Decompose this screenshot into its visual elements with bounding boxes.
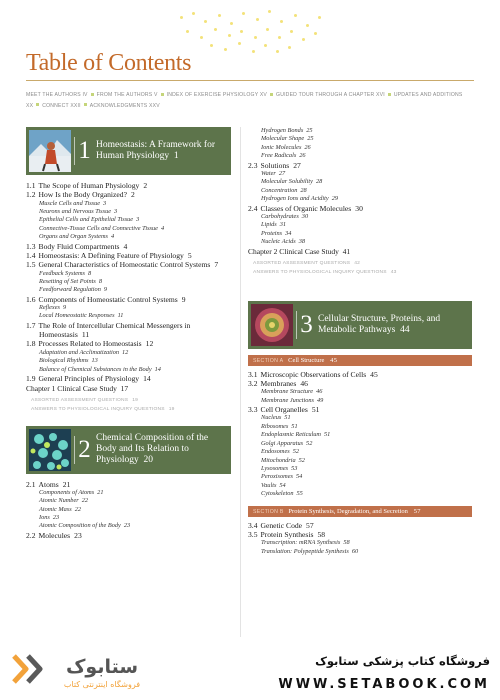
subtopic-title: Lipids xyxy=(261,221,277,229)
subtopic-title: Molecular Shape xyxy=(261,135,305,143)
frontmatter-page: IV xyxy=(82,92,88,98)
section-title: The Role of Intercellular Chemical Messengers in Homeostasis xyxy=(38,320,191,340)
section-number: 1.2 xyxy=(26,190,36,200)
toc-subtopic-entry[interactable] xyxy=(248,152,472,160)
frontmatter-label: INDEX OF EXERCISE PHYSIOLOGY xyxy=(166,92,259,98)
subtopic-page: 3 xyxy=(114,208,118,215)
frontmatter-page: XV xyxy=(259,92,268,98)
subtopic-title: Proteins xyxy=(261,229,283,237)
toc-section-entry[interactable] xyxy=(26,181,231,190)
section-title: Protein Synthesis xyxy=(260,529,314,539)
chapter-2-entries xyxy=(26,480,231,541)
chapter-1-title xyxy=(96,140,231,162)
section-title: Homeostasis: A Defining Feature of Physiology xyxy=(38,250,184,260)
subtopic-title: Membrane Structure xyxy=(261,388,314,396)
toc-section-entry[interactable] xyxy=(26,295,231,304)
footer-store-name: فروشگاه کتاب پزشکی ستابوک xyxy=(315,654,490,668)
frontmatter-item[interactable] xyxy=(97,92,158,98)
chapter-3-title xyxy=(318,314,472,336)
subtopic-title: Components of Atoms xyxy=(39,488,95,496)
toc-subtopic-entry[interactable] xyxy=(26,278,231,286)
toc-section-entry[interactable] xyxy=(26,190,231,199)
chapter-backmatter-entry[interactable] xyxy=(26,405,231,414)
chapter-2-banner[interactable] xyxy=(26,426,231,474)
chapter-2-title xyxy=(96,433,231,466)
subtopic-title: Balance of Chemical Substances in the Body xyxy=(39,365,152,373)
subtopic-title: Epithelial Cells and Epithelial Tissue xyxy=(39,216,134,224)
chapter-3-section-b-entries xyxy=(248,521,472,556)
backmatter-page: 42 xyxy=(354,260,361,266)
chapter-1-number: 1 xyxy=(74,137,92,165)
toc-section-entry[interactable] xyxy=(248,204,472,213)
section-number: 3.4 xyxy=(248,520,258,530)
section-title: General Characteristics of Homeostatic Control Systems xyxy=(38,260,211,270)
section-a-label: SECTION A xyxy=(253,357,284,364)
chapter-1-case-study[interactable] xyxy=(26,384,231,393)
toc-subtopic-entry[interactable] xyxy=(26,312,231,320)
section-page: 21 xyxy=(62,479,71,489)
subtopic-page: 8 xyxy=(87,269,92,277)
subtopic-title: Ionic Molecules xyxy=(261,143,302,151)
section-number: 1.1 xyxy=(26,181,36,190)
section-a-page: 45 xyxy=(330,356,338,364)
toc-section-entry[interactable] xyxy=(248,530,472,539)
section-number: 3.2 xyxy=(248,379,258,389)
subtopic-page: 3 xyxy=(136,216,140,224)
section-number: 2.3 xyxy=(248,160,258,170)
chapter-3-number: 3 xyxy=(296,311,314,339)
chapter-3-title-text: Cellular Structure, Proteins, and Metabolic Pathways xyxy=(318,313,441,335)
case-study-label: Chapter 2 Clinical Case Study xyxy=(248,247,339,257)
footer-watermark xyxy=(0,640,500,700)
section-a-title: Cell Structure xyxy=(288,356,325,364)
frontmatter-page: XVI xyxy=(376,92,385,98)
toc-subtopic-entry[interactable] xyxy=(248,482,472,490)
subtopic-page: 3 xyxy=(103,199,107,207)
subtopic-page: 22 xyxy=(81,497,88,505)
toc-subtopic-entry[interactable] xyxy=(26,225,231,233)
subtopic-page: 54 xyxy=(279,481,286,489)
subtopic-title: Resetting of Set Points xyxy=(39,277,96,285)
toc-section-entry[interactable] xyxy=(248,379,472,388)
subtopic-title: Local Homeostatic Responses xyxy=(39,312,115,320)
toc-subtopic-entry[interactable] xyxy=(26,349,231,357)
toc-subtopic-entry[interactable] xyxy=(248,397,472,405)
toc-subtopic-entry[interactable] xyxy=(26,497,231,505)
chapter-2-case-study[interactable] xyxy=(248,247,472,256)
section-page: 58 xyxy=(317,529,326,539)
subtopic-title: Peroxisomes xyxy=(261,473,293,481)
subtopic-page: 31 xyxy=(279,221,287,229)
chapter-2-image xyxy=(29,429,71,471)
separator-square xyxy=(270,93,273,96)
section-page: 45 xyxy=(370,369,378,379)
separator-square xyxy=(84,103,87,106)
section-number: 3.1 xyxy=(248,369,258,379)
toc-subtopic-entry[interactable] xyxy=(248,187,472,195)
column-divider xyxy=(240,127,241,637)
separator-square xyxy=(91,93,94,96)
chapter-1-back xyxy=(26,396,231,414)
subtopic-page: 25 xyxy=(307,135,314,143)
subtopic-title: Adaptation and Acclimatization xyxy=(39,348,119,356)
toc-subtopic-entry[interactable] xyxy=(248,473,472,481)
section-page: 27 xyxy=(293,160,301,170)
section-page: 11 xyxy=(81,330,90,340)
section-page: 2 xyxy=(143,181,148,190)
toc-section-entry[interactable] xyxy=(26,251,231,260)
footer-url[interactable]: WWW.SETABOOK.COM xyxy=(278,677,490,692)
subtopic-page: 51 xyxy=(323,431,331,439)
toc-subtopic-entry[interactable] xyxy=(26,216,231,224)
chapter-3-page: 44 xyxy=(400,324,410,335)
subtopic-page: 26 xyxy=(299,152,306,160)
subtopic-title: Ribosomes xyxy=(261,422,289,430)
subtopic-page: 4 xyxy=(110,233,115,241)
subtopic-page: 4 xyxy=(160,224,165,232)
subtopic-page: 22 xyxy=(74,505,82,513)
page-title: Table of Contents xyxy=(26,50,192,76)
logo-tagline: فروشگاه اینترنتی کتاب xyxy=(63,680,141,689)
section-page: 5 xyxy=(187,250,192,260)
subtopic-title: Nucleic Acids xyxy=(261,238,296,246)
section-a-bar[interactable] xyxy=(248,355,472,366)
chapter-1-page: 1 xyxy=(173,151,179,161)
subtopic-title: Hydrogen Bonds xyxy=(261,127,304,134)
subtopic-page: 51 xyxy=(284,414,291,422)
subtopic-page: 46 xyxy=(316,388,323,396)
toc-section-entry[interactable] xyxy=(26,321,231,340)
toc-section-entry[interactable] xyxy=(26,260,231,269)
chapter-2-page: 20 xyxy=(143,455,154,466)
toc-subtopic-entry[interactable] xyxy=(26,270,231,278)
section-title: Components of Homeostatic Control Systems xyxy=(38,294,178,304)
toc-subtopic-entry[interactable] xyxy=(248,195,472,203)
separator-square xyxy=(36,103,39,106)
toc-subtopic-entry[interactable] xyxy=(26,233,231,241)
section-number: 2.1 xyxy=(26,479,36,489)
subtopic-page: 51 xyxy=(291,422,298,430)
chapter-2-title-text: Chemical Composition of the Body and Its Relation to Physiology xyxy=(96,433,209,466)
chapter-3-section-a-entries xyxy=(248,370,472,499)
section-b-page: 57 xyxy=(413,507,421,515)
toc-subtopic-entry[interactable] xyxy=(26,489,231,497)
left-column xyxy=(26,127,231,540)
subtopic-page: 34 xyxy=(285,229,292,237)
section-title: Cell Organelles xyxy=(260,405,308,415)
toc-subtopic-entry[interactable] xyxy=(248,178,472,186)
toc-subtopic-entry[interactable] xyxy=(248,440,472,448)
chapter-backmatter-entry[interactable] xyxy=(248,259,472,268)
section-page: 57 xyxy=(306,520,314,530)
chapter-1-entries xyxy=(26,181,231,383)
frontmatter-item[interactable] xyxy=(90,103,160,109)
case-study-label: Chapter 1 Clinical Case Study xyxy=(26,384,117,394)
subtopic-title: Neurons and Nervous Tissue xyxy=(39,208,112,215)
section-page: 4 xyxy=(123,241,128,251)
subtopic-title: Endoplasmic Reticulum xyxy=(261,431,321,439)
title-divider xyxy=(26,80,474,81)
subtopic-page: 52 xyxy=(292,448,299,456)
subtopic-title: Membrane Junctions xyxy=(261,396,314,404)
section-title: How Is the Body Organized? xyxy=(38,190,127,200)
subtopic-title: Ions xyxy=(39,514,50,522)
toc-subtopic-entry[interactable] xyxy=(248,135,472,143)
section-title: Microscopic Observations of Cells xyxy=(260,369,367,379)
toc-subtopic-entry[interactable] xyxy=(248,548,472,556)
frontmatter-list xyxy=(26,90,466,111)
frontmatter-page: XXV xyxy=(149,102,160,109)
section-number: 1.4 xyxy=(26,250,36,260)
frontmatter-page: V xyxy=(154,92,158,98)
subtopic-title: Endosomes xyxy=(261,448,290,456)
subtopic-title: Vaults xyxy=(261,481,277,489)
subtopic-title: Free Radicals xyxy=(261,152,297,160)
toc-section-entry[interactable] xyxy=(26,374,231,383)
subtopic-page: 29 xyxy=(331,195,338,203)
subtopic-page: 53 xyxy=(291,464,298,472)
decorative-dots xyxy=(170,6,330,56)
backmatter-title: ASSORTED ASSESSMENT QUESTIONS xyxy=(31,397,129,403)
section-b-bar[interactable] xyxy=(248,506,472,517)
frontmatter-label: CONNECT xyxy=(42,102,69,109)
section-title: General Principles of Physiology xyxy=(38,373,140,383)
frontmatter-label: MEET THE AUTHORS xyxy=(26,92,81,98)
toc-subtopic-entry[interactable] xyxy=(26,208,231,216)
subtopic-title: Carbohydrates xyxy=(261,212,299,220)
subtopic-title: Hydrogen Ions and Acidity xyxy=(261,195,329,203)
separator-square xyxy=(161,93,164,96)
frontmatter-item[interactable] xyxy=(276,92,385,98)
section-title: Atoms xyxy=(38,479,59,489)
toc-subtopic-entry[interactable] xyxy=(248,221,472,229)
subtopic-title: Muscle Cells and Tissue xyxy=(39,199,101,207)
backmatter-title: ANSWERS TO PHYSIOLOGICAL INQUIRY QUESTIONS xyxy=(31,406,165,412)
toc-subtopic-entry[interactable] xyxy=(248,423,472,431)
toc-subtopic-entry[interactable] xyxy=(248,238,472,246)
subtopic-page: 58 xyxy=(343,539,350,547)
section-title: Processes Related to Homeostasis xyxy=(38,339,142,349)
section-number: 3.5 xyxy=(248,529,258,539)
section-page: 12 xyxy=(145,339,154,349)
toc-subtopic-entry[interactable] xyxy=(248,388,472,396)
subtopic-page: 30 xyxy=(301,212,309,220)
subtopic-title: Biological Rhythms xyxy=(39,357,89,365)
toc-subtopic-entry[interactable] xyxy=(248,457,472,465)
subtopic-title: Connective-Tissue Cells and Connective Tissue xyxy=(39,224,158,232)
subtopic-title: Water xyxy=(261,169,276,177)
chapter-2-continued xyxy=(248,127,472,246)
section-number: 1.8 xyxy=(26,339,36,349)
subtopic-page: 9 xyxy=(62,304,67,312)
frontmatter-item[interactable] xyxy=(26,92,88,98)
section-title: Genetic Code xyxy=(260,520,303,530)
subtopic-page: 60 xyxy=(351,547,359,555)
chapter-backmatter-entry[interactable] xyxy=(248,268,472,277)
subtopic-page: 52 xyxy=(306,439,313,447)
toc-subtopic-entry[interactable] xyxy=(248,127,472,135)
toc-subtopic-entry[interactable] xyxy=(248,170,472,178)
section-page: 23 xyxy=(74,530,82,540)
subtopic-title: Atomic Number xyxy=(39,497,79,505)
subtopic-title: Transcription: mRNA Synthesis xyxy=(261,539,341,547)
backmatter-title: ANSWERS TO PHYSIOLOGICAL INQUIRY QUESTIONS xyxy=(253,269,387,275)
chapter-1-image xyxy=(29,130,71,172)
toc-section-entry[interactable] xyxy=(26,480,231,489)
subtopic-page: 38 xyxy=(298,238,305,246)
toc-section-entry[interactable] xyxy=(248,161,472,170)
toc-section-entry[interactable] xyxy=(26,339,231,348)
setabook-logo xyxy=(10,646,160,692)
subtopic-title: Concentration xyxy=(261,186,298,194)
subtopic-page: 11 xyxy=(117,312,124,320)
chapter-3-image xyxy=(251,304,293,346)
subtopic-page: 13 xyxy=(91,357,98,365)
backmatter-page: 19 xyxy=(132,397,139,403)
section-b-title: Protein Synthesis, Degradation, and Secretion xyxy=(288,507,408,515)
toc-section-entry[interactable] xyxy=(26,242,231,251)
subtopic-title: Feedback Systems xyxy=(39,269,85,277)
separator-square xyxy=(388,93,391,96)
section-number: 1.6 xyxy=(26,294,36,304)
section-title: Body Fluid Compartments xyxy=(38,241,120,251)
section-number: 1.3 xyxy=(26,241,36,251)
subtopic-title: Reflexes xyxy=(39,304,60,312)
toc-section-entry[interactable] xyxy=(248,370,472,379)
section-page: 9 xyxy=(181,294,186,304)
chapter-backmatter-entry[interactable] xyxy=(26,396,231,405)
section-title: The Scope of Human Physiology xyxy=(38,181,140,190)
toc-subtopic-entry[interactable] xyxy=(26,200,231,208)
toc-subtopic-entry[interactable] xyxy=(248,490,472,498)
section-page: 2 xyxy=(130,190,135,200)
frontmatter-label: ACKNOWLEDGMENTS xyxy=(89,102,148,109)
section-page: 30 xyxy=(355,203,363,213)
section-number: 2.2 xyxy=(26,530,36,540)
chapter-1-banner[interactable] xyxy=(26,127,231,175)
toc-subtopic-entry[interactable] xyxy=(26,514,231,522)
toc-subtopic-entry[interactable] xyxy=(248,230,472,238)
frontmatter-label: GUIDED TOUR THROUGH A CHAPTER xyxy=(276,92,375,98)
subtopic-page: 23 xyxy=(52,514,60,522)
subtopic-page: 55 xyxy=(296,490,303,498)
toc-subtopic-entry[interactable] xyxy=(26,286,231,294)
subtopic-page: 27 xyxy=(278,169,286,177)
chapter-2-back xyxy=(248,259,472,277)
subtopic-page: 26 xyxy=(304,143,311,151)
frontmatter-label: FROM THE AUTHORS xyxy=(96,92,153,98)
subtopic-title: Organs and Organ Systems xyxy=(39,233,108,241)
section-title: Membranes xyxy=(260,379,297,389)
backmatter-page: 43 xyxy=(390,269,397,275)
frontmatter-item[interactable] xyxy=(42,103,81,109)
subtopic-page: 28 xyxy=(300,186,307,194)
chapter-1-title-text: Homeostasis: A Framework for Human Physiology xyxy=(96,140,216,161)
subtopic-page: 54 xyxy=(295,473,303,481)
toc-subtopic-entry[interactable] xyxy=(26,357,231,365)
subtopic-page: 52 xyxy=(298,456,305,464)
case-study-page: 17 xyxy=(120,384,129,394)
backmatter-page: 19 xyxy=(168,406,175,412)
logo-text: ستابوک xyxy=(65,656,139,678)
subtopic-page: 21 xyxy=(97,488,104,496)
subtopic-page: 12 xyxy=(122,348,129,356)
section-page: 14 xyxy=(143,373,151,383)
toc-subtopic-entry[interactable] xyxy=(26,506,231,514)
section-title: Classes of Organic Molecules xyxy=(260,203,352,213)
backmatter-title: ASSORTED ASSESSMENT QUESTIONS xyxy=(253,260,351,266)
section-page: 7 xyxy=(214,260,219,270)
section-number: 1.9 xyxy=(26,373,36,383)
section-number: 3.3 xyxy=(248,405,258,415)
toc-section-entry[interactable] xyxy=(26,531,231,540)
subtopic-title: Mitochondria xyxy=(261,456,296,464)
section-number: 1.5 xyxy=(26,260,36,270)
case-study-page: 41 xyxy=(342,247,351,257)
section-title: Molecules xyxy=(38,530,71,540)
subtopic-page: 28 xyxy=(315,178,323,186)
right-column xyxy=(248,127,472,556)
frontmatter-label: UPDATES AND ADDITIONS xyxy=(393,92,463,98)
toc-subtopic-entry[interactable] xyxy=(248,213,472,221)
toc-section-entry[interactable] xyxy=(248,405,472,414)
toc-subtopic-entry[interactable] xyxy=(248,144,472,152)
subtopic-title: Cytoskeleton xyxy=(261,490,294,498)
section-number: 1.7 xyxy=(26,320,36,330)
chapter-2-number: 2 xyxy=(74,436,92,464)
toc-subtopic-entry[interactable] xyxy=(248,448,472,456)
toc-subtopic-entry[interactable] xyxy=(26,366,231,374)
toc-section-entry[interactable] xyxy=(248,521,472,530)
toc-subtopic-entry[interactable] xyxy=(26,522,231,530)
toc-subtopic-entry[interactable] xyxy=(248,431,472,439)
chapter-3-banner[interactable] xyxy=(248,301,472,349)
subtopic-title: Translation: Polypeptide Synthesis xyxy=(261,547,349,555)
section-page: 46 xyxy=(300,379,308,389)
frontmatter-item[interactable] xyxy=(167,92,267,98)
subtopic-title: Golgi Apparatus xyxy=(261,439,304,447)
subtopic-page: 9 xyxy=(103,286,108,294)
section-page: 51 xyxy=(311,405,320,415)
subtopic-title: Atomic Mass xyxy=(39,505,72,513)
toc-subtopic-entry[interactable] xyxy=(248,539,472,547)
subtopic-title: Nucleus xyxy=(261,414,282,422)
section-number: 2.4 xyxy=(248,203,258,213)
subtopic-page: 14 xyxy=(154,365,161,373)
toc-subtopic-entry[interactable] xyxy=(248,465,472,473)
subtopic-page: 8 xyxy=(98,277,102,285)
subtopic-page: 23 xyxy=(123,522,131,530)
subtopic-page: 49 xyxy=(317,396,324,404)
subtopic-title: Lysosomes xyxy=(261,464,289,472)
toc-subtopic-entry[interactable] xyxy=(248,414,472,422)
section-title: Solutions xyxy=(260,160,290,170)
frontmatter-page: XXII xyxy=(70,102,81,109)
subtopic-title: Molecular Solubility xyxy=(261,178,313,186)
subtopic-title: Atomic Composition of the Body xyxy=(39,522,121,530)
frontmatter-page: XX xyxy=(26,102,34,109)
toc-subtopic-entry[interactable] xyxy=(26,304,231,312)
section-b-label: SECTION B xyxy=(253,508,284,515)
subtopic-title: Feedforward Regulation xyxy=(39,286,101,294)
subtopic-page: 25 xyxy=(306,127,313,134)
